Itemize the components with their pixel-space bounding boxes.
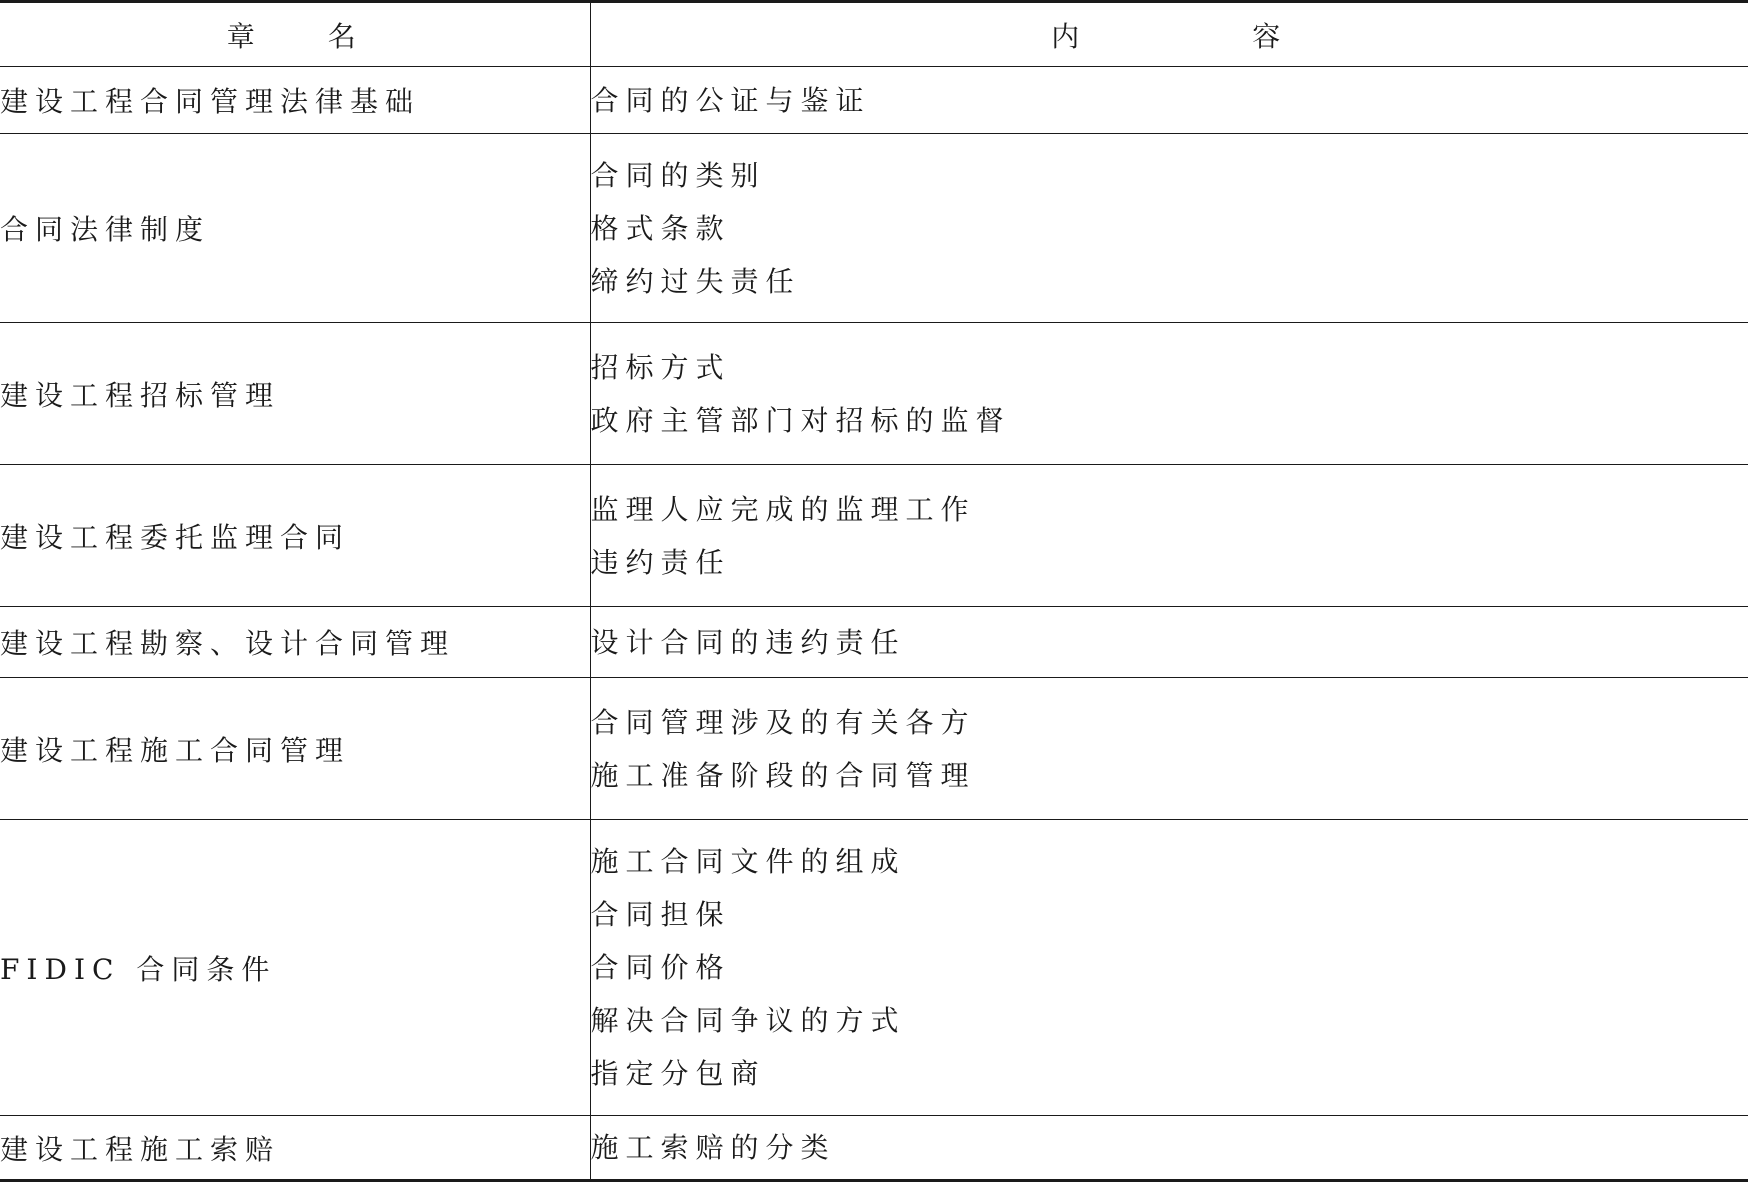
content-cell: [590, 607, 1748, 678]
content-item: 合同的公证与鉴证: [590, 83, 871, 117]
table-row: [0, 820, 1748, 1116]
header-content: 内 容: [590, 2, 1748, 67]
content-cell: [590, 465, 1748, 607]
table-row: [0, 678, 1748, 820]
table-row: [0, 323, 1748, 465]
table-row: [0, 134, 1748, 323]
chapter-name-cell: FIDIC 合同条件: [0, 820, 590, 1116]
content-item: 格式条款: [590, 211, 731, 245]
content-item: 施工合同文件的组成: [590, 845, 906, 878]
chapter-name-cell: 建设工程招标管理: [0, 323, 590, 465]
content-item: 合同担保: [590, 898, 731, 931]
chapter-name-cell: 建设工程勘察、设计合同管理: [0, 607, 590, 678]
chapter-name-cell: 建设工程施工索赔: [0, 1116, 590, 1181]
content-item: 招标方式: [590, 350, 731, 384]
content-cell: [590, 678, 1748, 820]
content-item: 设计合同的违约责任: [590, 625, 906, 659]
chapter-name-cell: 建设工程合同管理法律基础: [0, 67, 590, 134]
table-row: [0, 607, 1748, 678]
content-item: 指定分包商: [590, 1057, 766, 1090]
content-item: 缔约过失责任: [590, 264, 801, 298]
content-item: 违约责任: [590, 545, 731, 579]
table-header-row: [0, 2, 1748, 67]
content-item: 合同价格: [590, 951, 731, 984]
content-cell: [590, 134, 1748, 323]
chapter-name-cell: 建设工程委托监理合同: [0, 465, 590, 607]
content-item: 合同管理涉及的有关各方: [590, 705, 976, 739]
content-item: 政府主管部门对招标的监督: [590, 403, 1011, 437]
table-row: [0, 465, 1748, 607]
content-item: 解决合同争议的方式: [590, 1004, 906, 1037]
content-item: 合同的类别: [590, 158, 766, 192]
content-item: 施工索赔的分类: [590, 1131, 836, 1164]
content-item: 监理人应完成的监理工作: [590, 492, 976, 526]
content-cell: [590, 67, 1748, 134]
header-chapter-name: 章 名: [0, 2, 590, 67]
table-row: [0, 1116, 1748, 1181]
content-cell: [590, 1116, 1748, 1181]
content-cell: [590, 323, 1748, 465]
chapter-name-cell: 合同法律制度: [0, 134, 590, 323]
content-item: 施工准备阶段的合同管理: [590, 758, 976, 792]
table-row: [0, 67, 1748, 134]
content-cell: [590, 820, 1748, 1116]
chapter-name-cell: 建设工程施工合同管理: [0, 678, 590, 820]
